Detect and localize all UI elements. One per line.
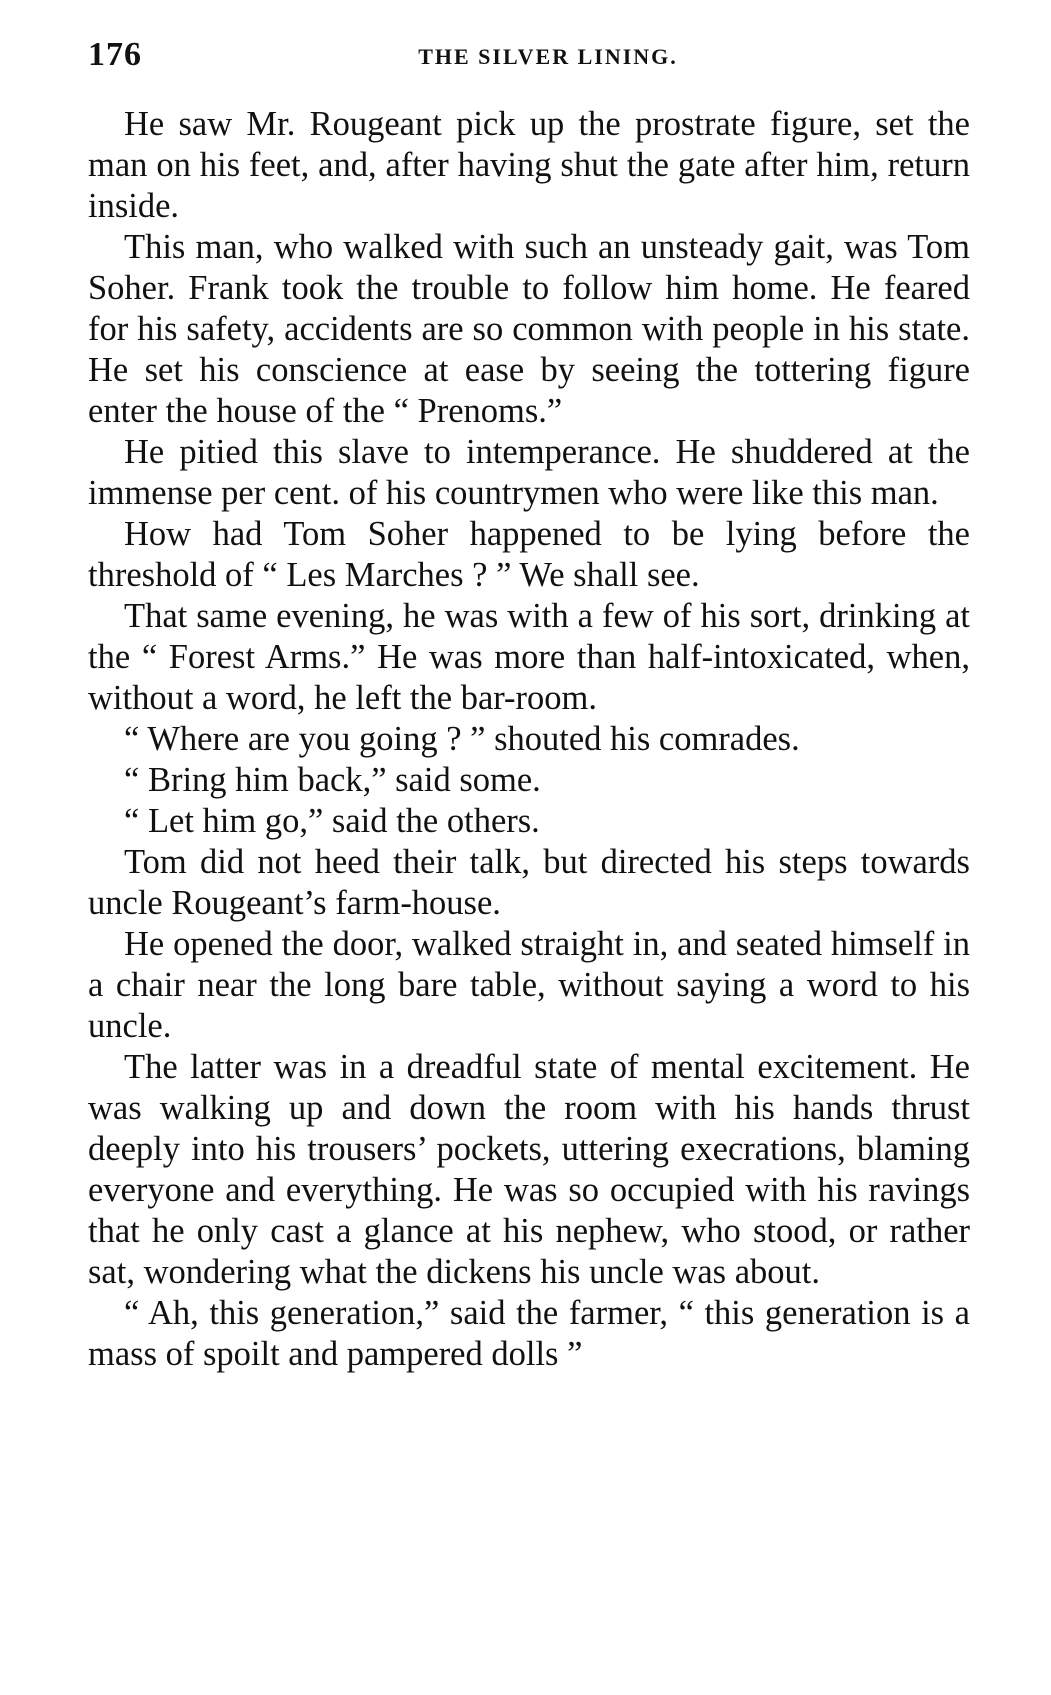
dialogue-line: “ Let him go,” said the others.: [124, 802, 540, 840]
paragraph: He opened the door, walked straight in, and seated himself in a chair near the long bare table, without saying a word to his uncle.: [88, 925, 970, 1045]
running-title: THE SILVER LINING.: [418, 44, 678, 69]
body-text: [88, 104, 970, 1375]
page-number: 176: [88, 36, 142, 73]
dialogue-line: “ Where are you going ? ” shouted his comrades.: [124, 720, 800, 758]
dialogue-line: “ Bring him back,” said some.: [124, 761, 541, 799]
paragraph: He saw Mr. Rougeant pick up the prostrate figure, set the man on his feet, and, after having shut the gate after him, return inside.: [88, 105, 970, 225]
running-head: [88, 28, 968, 72]
paragraph: He pitied this slave to intemperance. He shuddered at the immense per cent. of his countrymen who were like this man.: [88, 433, 970, 512]
paragraph: Tom did not heed their talk, but directed his steps towards uncle Rougeant’s farm-house.: [88, 843, 970, 922]
paragraph: This man, who walked with such an unsteady gait, was Tom Soher. Frank took the trouble to follow him home. He feared for his safety, accidents are so common with people in his state. He set his conscience at ease by seeing the tottering figure enter the house of the “ Prenoms.”: [88, 228, 970, 430]
dialogue-line: “ Ah, this generation,” said the farmer, “ this generation is a mass of spoilt and pampered dolls ”: [88, 1294, 970, 1373]
paragraph: That same evening, he was with a few of his sort, drinking at the “ Forest Arms.” He was more than half-intoxicated, when, without a word, he left the bar-room.: [88, 597, 970, 717]
paragraph: The latter was in a dreadful state of mental excitement. He was walking up and down the room with his hands thrust deeply into his trousers’ pockets, uttering execrations, blaming everyone and everything. He was so occupied with his ravings that he only cast a glance at his nephew, who stood, or rather sat, wondering what the dickens his uncle was about.: [88, 1048, 970, 1291]
paragraph: How had Tom Soher happened to be lying before the threshold of “ Les Marches ? ” We shall see.: [88, 515, 970, 594]
